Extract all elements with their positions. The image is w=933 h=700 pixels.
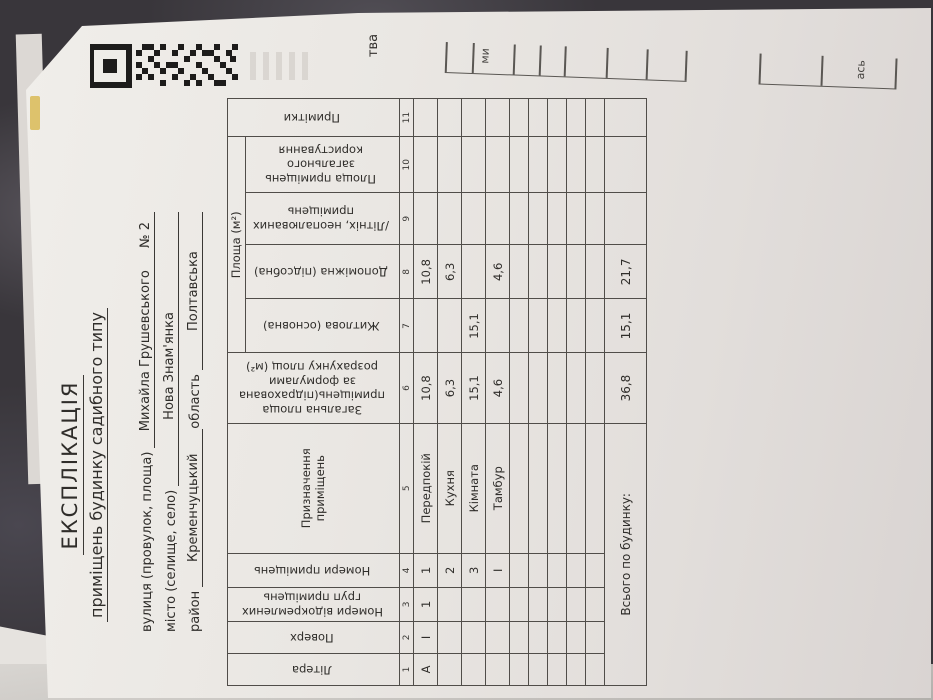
col-header-letter: Літера bbox=[228, 653, 400, 685]
table-row: 3 Кімната 15,1 15,1 bbox=[462, 99, 486, 686]
district-label: район bbox=[188, 590, 203, 632]
totals-total-area: 36,8 bbox=[605, 353, 647, 423]
region-label: область bbox=[188, 374, 203, 429]
col-header-group-numbers: Номери відокремлених груп приміщень bbox=[228, 587, 400, 621]
empty-table-row bbox=[548, 99, 567, 686]
explication-table bbox=[227, 98, 647, 686]
col-header-notes: Примітки bbox=[228, 99, 400, 137]
empty-table-row bbox=[567, 99, 586, 686]
document-subtitle: приміщень будинку садибного типу bbox=[87, 308, 108, 622]
document-title: ЕКСПЛІКАЦІЯ bbox=[58, 375, 84, 556]
cut-edge-text: тва bbox=[366, 33, 382, 58]
yellow-stain bbox=[30, 96, 40, 130]
col-header-floor: Поверх bbox=[228, 621, 400, 653]
col-header-total-area: Загальна площа приміщень(підрахована за формулами розрахунку площ (м²) bbox=[228, 353, 400, 423]
district-value: Кременчуцький bbox=[186, 429, 203, 587]
totals-row bbox=[605, 99, 647, 686]
explication-document bbox=[42, 30, 922, 690]
column-numbers-row: 1 2 3 4 5 6 7 8 9 10 11 bbox=[400, 99, 414, 686]
empty-table-row bbox=[510, 99, 529, 686]
cut-cell-text: ми bbox=[478, 47, 492, 64]
street-value: Михайла Грушевського bbox=[138, 254, 155, 448]
totals-auxiliary-area: 21,7 bbox=[605, 245, 647, 299]
city-value: Нова Знам'янка bbox=[162, 246, 179, 486]
area-group-header: Площа (м²) bbox=[228, 137, 246, 353]
document-header bbox=[58, 240, 108, 690]
col-header-summer-unheated: /Літніх, неопалюваних приміщень bbox=[246, 193, 400, 245]
empty-table-row bbox=[586, 99, 605, 686]
house-number: № 2 bbox=[138, 212, 155, 254]
table-row: І Тамбур 4,6 4,6 bbox=[486, 99, 510, 686]
address-district-line bbox=[186, 212, 203, 632]
col-header-purpose: Призначення приміщень bbox=[228, 423, 400, 553]
address-street-line bbox=[138, 212, 155, 632]
region-value: Полтавська bbox=[186, 212, 203, 370]
totals-label: Всього по будинку: bbox=[605, 423, 647, 685]
table-row: А І 1 1 Передпокій 10,8 10,8 bbox=[414, 99, 438, 686]
col-header-auxiliary: Допоміжна (підсобна) bbox=[246, 245, 400, 299]
col-header-room-numbers: Номери приміщень bbox=[228, 553, 400, 587]
address-city-line bbox=[162, 212, 179, 632]
empty-table-row bbox=[529, 99, 548, 686]
totals-living-area: 15,1 bbox=[605, 299, 647, 353]
col-header-common-use: Площа приміщень загального користування bbox=[246, 137, 400, 193]
address-block bbox=[138, 212, 203, 632]
cut-cell-text: ась bbox=[853, 59, 868, 80]
col-header-living: Житлова (основна) bbox=[246, 299, 400, 353]
city-label: місто (селище, село) bbox=[164, 489, 179, 632]
street-label: вулиця (провулок, площа) bbox=[140, 451, 155, 632]
table-row: 2 Кухня 6,3 6,3 bbox=[438, 99, 462, 686]
